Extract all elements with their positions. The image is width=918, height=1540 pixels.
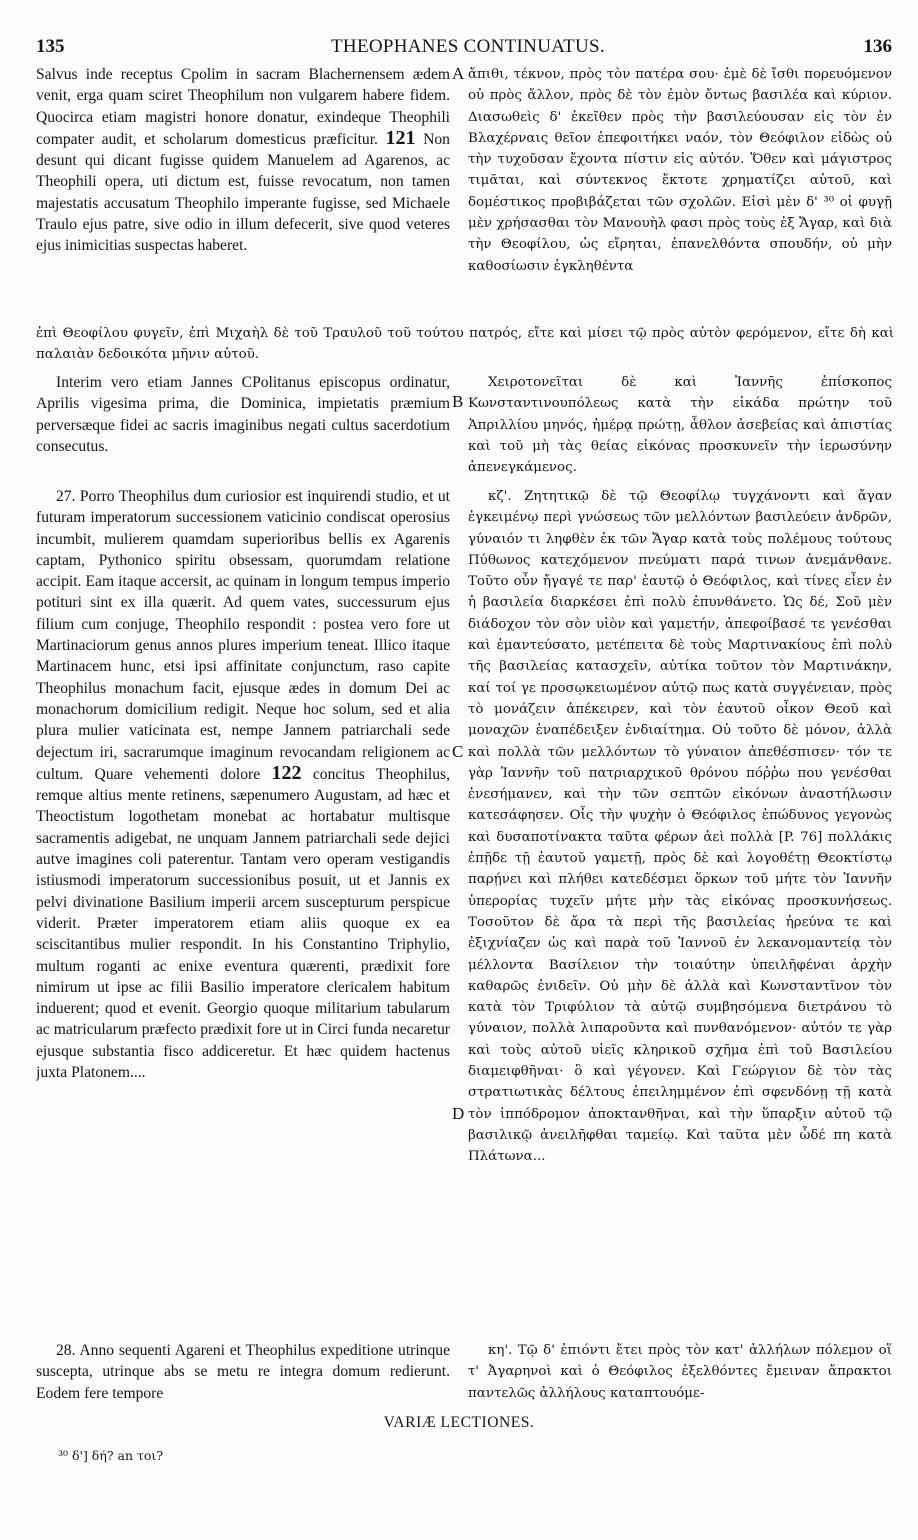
footnote-30: ³⁰ δ'] δή? an τοι? [58,1448,164,1463]
latin-column-block-3 [36,486,450,1332]
page-number-left: 135 [36,36,65,57]
margin-letter-c: C [452,742,464,761]
running-title: THEOPHANES CONTINUATUS. [331,36,605,57]
greek-text: κζ'. Ζητητικῷ δὲ τῷ Θεοφίλῳ τυγχάνοντι καὶ ἄγαν ἐγκειμένῳ περὶ γνώσεως τῶν μελλόντων βασιλεύειν ἀνδρῶν, γύναιόν τι ληφθὲν ἐκ τῶν Ἄγαρ κατὰ τοὺς πολέμους τούτους Πύθωνος κατεχόμενον πνεύματι παρά τινων ἀνεμάνθανε. Τοῦτο οὖν ἤγαγέ τε παρ' ἑαυτῷ ὁ Θεόφιλος, καὶ τίνες εἶεν ἐν ἡ βασιλεία διαρκέσει ἐπὶ πολὺ ἐπυνθάνετο. Ὡς δέ, Σοῦ μὲν διάδοχον τὸν σὸν υἱὸν καὶ γαμετήν, ἀπεφοίβασέ τε γενέσθαι καὶ ἐμαντεύσατο, μετέπειτα δὲ τοὺς Μαρτινακίους ἐπὶ πολὺ τῆς βασιλείας κατασχεῖν, αὐτίκα τοῦτον τὸν Μαρτινάκην, καί τοί γε προσῳκειωμένον αὐτῷ πως κατὰ συγγένειαν, πρὸς τὸ μονάζειν ἀπέκειρεν, καὶ τὸν ἑαυτοῦ οἶκον Θεοῦ καὶ μοναχῶν ἐναπέδειξεν ἐνδιαίτημα. Οὐ τοῦτο δὲ μόνον, ἀλλὰ καὶ πολλὰ τῶν μελλόντων τὸ γύναιον ἀπεθέσπισεν· τόν τε γὰρ Ἰαννῆν τοῦ πατριαρχικοῦ θρόνου πόῤῥω που γενέσθαι ἐνεσήμανεν, καὶ τὴν τῶν σεπτῶν εἰκόνων ἀναστήλωσιν κατεσάφησεν. Οἷς τὴν ψυχὴν ὁ Θεόφιλος ἐπώδυνος γεγονὼς καὶ δυσαποτίνακτα ταῦτα φέρων ἀεὶ πολλὰ [P. 76] πολλάκις ἐπῇδε τῇ ἑαυτοῦ γαμετῇ, πρὸς δὲ καὶ λογοθέτῃ Θεοκτίστῳ παρῄνει καὶ πλήθει κατεδέσμει ὅρκων τοῦ μήτε τὸν Ἰαννῆν ὑπερορίας τυχεῖν μήτε μὴν τὰς εἰκόνας προσκυνήσεως. Τοσοῦτον δὲ ἄρα τὰ περὶ τῆς βασιλείας ἠρεύνα τε καὶ ἐξιχνίαζεν ὡς καὶ παρὰ τοῦ Ἰαννοῦ ἐν λεκανομαντείᾳ τὸν μέλλοντα Βασίλειον τὴν τοιαύτην ὑπειλῆφέναι ἀρχὴν καθαρῶς ἐνιδεῖν. Οὐ μὴν δὲ ἀλλὰ καὶ Κωνσταντῖνον τὸν κατὰ τὸν Τριφύλιον τὰ αὐτῷ συμβησόμενα διετράνου τὸ γύναιον, πολλὰ λιπαροῦντα καὶ πυνθανόμενον· αὐτόν τε γὰρ καὶ τοὺς αὐτοῦ υἱεῖς κληρικοῦ σχῆμα ἐπὶ τοῦ Βασιλείου διαμειφθῆναι· ὃ καὶ γέγονεν. Καὶ Γεώργιον δὲ τὸν τὰς στρατιωτικὰς δέλτους ἐπειλημμένον ἐπὶ σφενδόνῃ τῇ κατὰ τὸν ἱππόδρομον ἀποκτανθῆναι, καὶ τὴν ὕπαρξιν αὐτοῦ τῷ βασιλικῷ ἀνειλῆφθαι ταμείῳ. Καὶ ταῦτα μὲν ὧδέ πη κατὰ Πλάτωνα... [468,489,892,1165]
variae-lectiones-heading: VARIÆ LECTIONES. [383,1414,535,1431]
latin-text: Salvus inde receptus Cpolim in sacram Blachernensem ædem venit, erga quam sciret Theophilum non vulgarem habere fidem. Quocirca etiam magistri honore donatur, exindeque Theophili compater audit, et scholarum domesticus præficitur. [36,66,450,148]
latin-column-block-4 [36,1340,450,1406]
greek-column-block-3 [468,486,892,1332]
greek-column-block-1 [468,64,892,322]
greek-spanning-lines [36,323,894,367]
latin-text: 27. Porro Theophilus dum curiosior est inquirendi studio, et ut futuram imperatorum successionem vaticinio condiscat operosius incumbit, mulierem quamdam superioribus bellis ex Agarenis captam, Pythonico spiritu obsessam, quorumdam relatione accipit. Eam itaque accersit, ac quinam in longum tempus imperio potituri sint ex illa quærit. Ad quem vates, successurum ejus filium cum conjuge, Theophilo respondit : postea vero fore ut Martinaciorum genus annos plures imperium teneat. Illico itaque Martinacem hunc, etsi ipsi affinitate conjunctum, raso capite Theophilus monachum facit, ejusque ædes in domum Dei ac monachorum domicilium redigit. Neque hoc solum, sed et alia plura mulier vaticinata est, nempe Jannem patriarchali sede dejectum iri, sacrarumque imaginum revocandam religionem ac cultum. Quare vehementi dolore [36,488,450,783]
greek-text: ἄπιθι, τέκνον, πρὸς τὸν πατέρα σου· ἐμὲ δὲ ἴσθι πορευόμενον οὐ πρὸς ἄλλον, πρὸς δὲ τὸν ἐμὸν ὄντως βασιλέα καὶ κύριον. Διασωθεὶς δ' ἐκεῖθεν πρὸς τὴν βασιλεύουσαν εἰς τὸν ἐν Βλαχέρναις θεῖον ἐπεφοιτήκει ναόν, τὸν Θεόφιλον εἰδὼς οὐ τὴν τυχοῦσαν ἔχοντα πίστιν εἰς αὐτόν. Ὅθεν καὶ μάγιστρος τιμᾶται, καὶ σύντεκνος ἔκτοτε χρηματίζει αὐτοῦ, καὶ δομέστικος προβιβάζεται τῶν σχολῶν. Εἰσὶ μὲν δ' ³⁰ οἱ φυγῇ μὲν χρήσασθαι τὸν Μανουὴλ φασι πρὸς τοὺς ἐξ Ἄγαρ, καὶ διὰ τὴν Θεοφίλου, ὡς εἴρηται, ἐπανελθόντα σπουδήν, οὐ μὴν καθοσίωσιν ἐγκληθέντα [468,67,892,274]
latin-text: concitus Theophilus, remque altius mente retinens, sæpenumero Augustam, ad hæc et Theoctistum logothetam monebat ac hortabatur multisque sacramentis adigebat, ne unquam Jannem patriarchali sede dejici autve imagines coli paterentur. Tantam vero operam vestigandis istiusmodi imperatorum successionibus posuit, ut et Jannis ex pelvi divinatione Basilium imperii arcem suscepturum perspicue viderit. Præter imperatorem etiam aliis quoque ex ea sciscitantibus mulier respondit. In his Constantino Triphylio, multum roganti ac enixe eventura quærenti, prædixit fore nimirum ut ipse ac filii Basilio imperatore clericalem habitum induerent; quod et evenit. Georgio quoque militarium tabularum ac matricularum præfecto prædixit fore ut in Circi funda necaretur ejusque substantia fisco addiceretur. Et hæc quidem hactenus juxta Platonem.... [36,765,450,1082]
margin-letter-d: D [452,1104,465,1123]
latin-text: Interim vero etiam Jannes CPolitanus episcopus ordinatur, Aprilis vigesima prima, die Dominica, impietatis præmium perversæque fidei ac sacris imaginibus negati cultus sacerdotium consecutus. [36,374,450,455]
page-number-right: 136 [863,36,892,57]
greek-text: ἐπὶ Θεοφίλου φυγεῖν, ἐπὶ Μιχαὴλ δὲ τοῦ Τραυλοῦ τοῦ τούτου πατρός, εἴτε καὶ μίσει τῷ πρὸς αὐτὸν φερόμενον, εἴτε δὴ καὶ παλαιὰν δεδοικότα μῆνιν αὐτοῦ. [36,326,894,363]
page-marker-121: 121 [385,126,416,149]
greek-text: Χειροτονεῖται δὲ καὶ Ἰαννῆς ἐπίσκοπος Κωνσταντινουπόλεως κατὰ τὴν εἰκάδα πρώτην τοῦ Ἀπριλλίου μηνός, ἡμέρᾳ πρώτῃ, ἆθλον ἀσεβείας καὶ ἀπιστίας καὶ τοῦ μὴ τὰς θείας εἰκόνας προσκυνεῖν τὴν ἱερωσύνην ἀπενεγκάμενος. [468,375,892,476]
latin-text: Non desunt qui dicant fugisse quidem Manuelem ad Agarenos, ac Theophili opera, uti dictum est, fuisse revocatum, non tamen majestatis accusatum Theophilo imperante fugisse, sed Michaele Traulo ejus patre, sive odio in illum defecerit, sive quod veteres ejus inimicitias suspectas haberet. [36,130,450,255]
latin-column-block-1 [36,64,450,314]
greek-text: κη'. Τῷ δ' ἐπιόντι ἔτει πρὸς τὸν κατ' ἀλλήλων πόλεμον οἵ τ' Ἀγαρηνοὶ καὶ ὁ Θεόφιλος ἐξελθόντες ἔμειναν ἄπρακτοι παντελῶς ἀλλήλους καταπτουόμε- [468,1343,892,1401]
running-header [36,36,900,62]
margin-letter-b: B [452,392,464,411]
latin-column-block-2 [36,372,450,482]
margin-letter-a: A [452,64,465,83]
greek-column-block-2 [468,372,892,482]
greek-column-block-4 [468,1340,892,1406]
latin-text: 28. Anno sequenti Agareni et Theophilus expeditione utrinque suscepta, utrinque abs se metu re integra domum redierunt. Eodem fere tempore [36,1342,450,1402]
page-marker-122: 122 [271,761,302,784]
